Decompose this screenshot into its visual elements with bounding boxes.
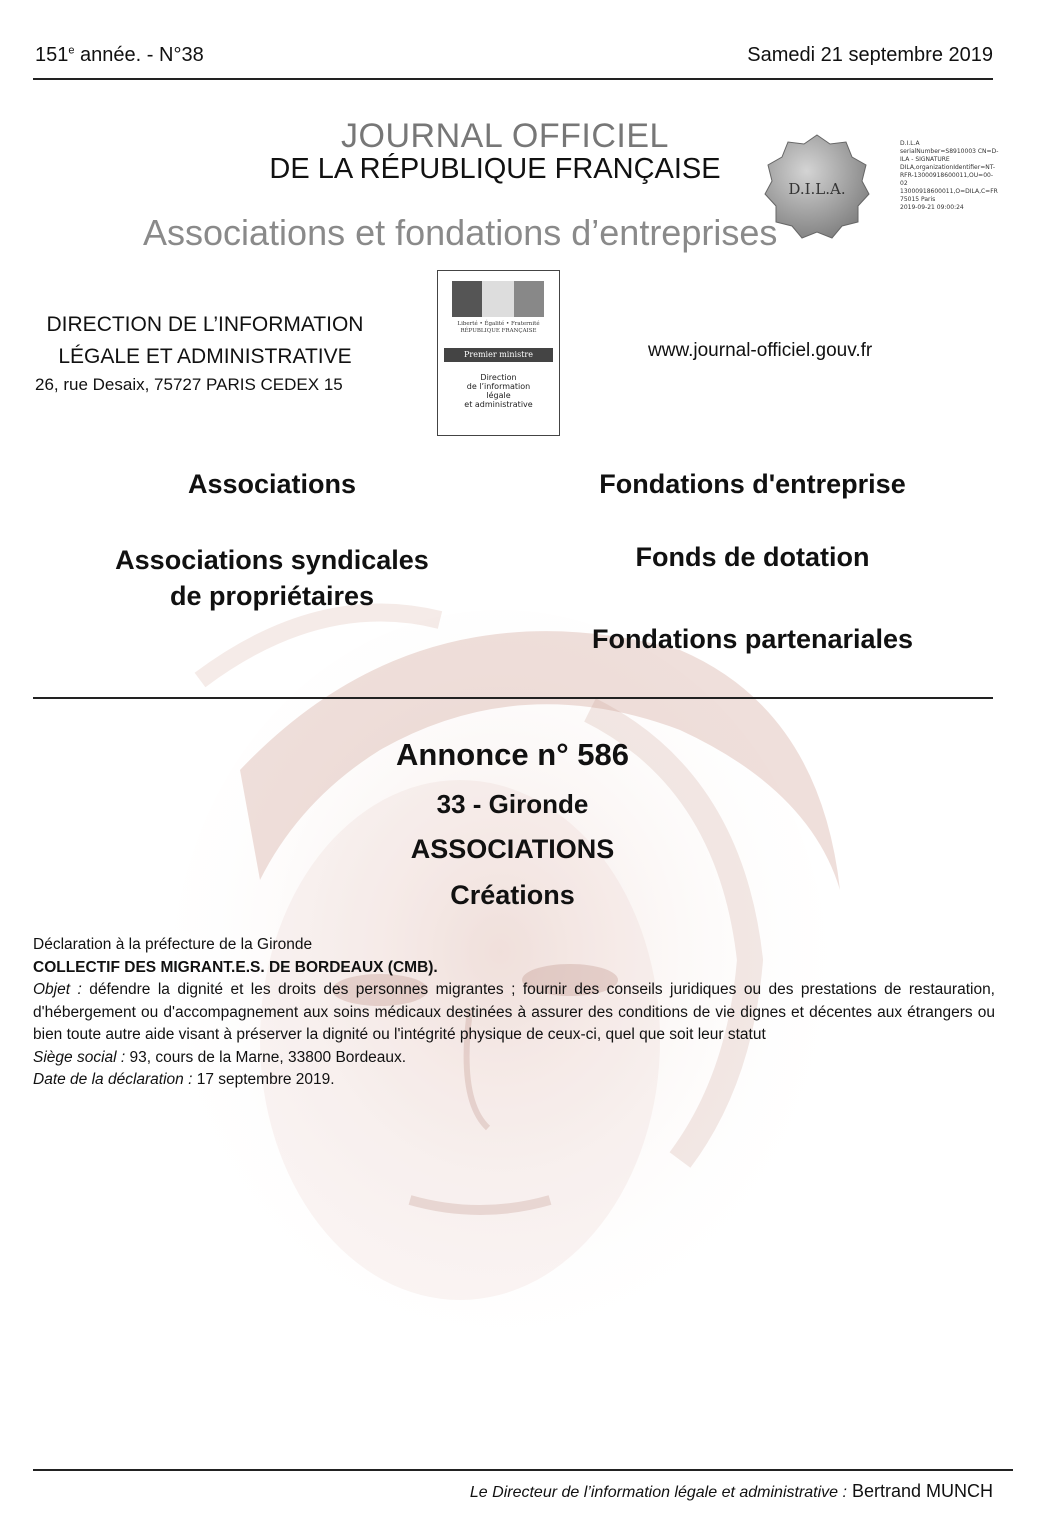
- category-associations-syndicales: Associations syndicales de propriétaires: [115, 545, 429, 611]
- footer-divider: [33, 1469, 1013, 1471]
- announcement-department: 33 - Gironde: [436, 789, 589, 819]
- objet-paragraph: Objet : défendre la dignité et les droits des personnes migrantes ; fournir des conseils juridiques ou des prestations de restauration, d'hébergement ou d'accompagnement aux soins médicaux destinées à assurer des conditions de vie dignes et décentes aux étrangers ou bien toute autre aide visant à préserver la dignité ou l'intégrité physique de ceux-ci, quel que soit leur statut: [33, 981, 995, 1043]
- announcement-body: [33, 934, 995, 1092]
- section-divider: [33, 697, 993, 699]
- website-url: www.journal-officiel.gouv.fr: [648, 340, 873, 361]
- journal-subtitle: DE LA RÉPUBLIQUE FRANÇAISE: [269, 153, 721, 185]
- journal-section-title: Associations et fondations d’entreprises: [143, 212, 778, 253]
- category-fondations-partenariales: Fondations partenariales: [591, 624, 914, 654]
- category-associations: Associations: [187, 469, 357, 499]
- announcement-number: Annonce n° 586: [396, 737, 629, 772]
- announcement-type: ASSOCIATIONS: [410, 834, 615, 864]
- dila-seal-icon: [762, 132, 872, 242]
- logo-direction-text: Direction de l’information légale et administrative: [464, 373, 533, 409]
- svg-text:D.I.L.A.: D.I.L.A.: [788, 180, 846, 198]
- footer-director: Le Directeur de l’information légale et administrative : Bertrand MUNCH: [469, 1481, 993, 1501]
- siege-line: Siège social : 93, cours de la Marne, 33800 Bordeaux.: [33, 1048, 407, 1066]
- publisher-name: DIRECTION DE L’INFORMATION LÉGALE ET ADMINISTRATIVE: [46, 313, 364, 368]
- electronic-signature: D.I.L.A serialNumber=S8910003 CN=D- ILA - SIGNATURE DILA,organizationIdentifier=NT- RFR-13000918600011,OU=00- 02 13000918600011,O=DILA,C=FR 75015 Paris 2019-09-21 09:00:24: [900, 140, 999, 211]
- issue-number: 151e année. - N°38: [35, 44, 204, 66]
- journal-title: JOURNAL OFFICIEL: [341, 117, 669, 155]
- association-name: COLLECTIF DES MIGRANT.E.S. DE BORDEAUX (CMB).: [33, 958, 438, 976]
- announcement-subtype: Créations: [450, 880, 575, 910]
- declaration-line: Déclaration à la préfecture de la Gironde: [33, 936, 313, 953]
- declaration-date-line: Date de la déclaration : 17 septembre 2019.: [33, 1071, 335, 1088]
- logo-motto: Liberté • Égalité • Fraternité RÉPUBLIQUE FRANÇAISE: [457, 321, 540, 334]
- marianne-logo-icon: [452, 281, 544, 317]
- government-logo: [437, 270, 560, 436]
- issue-date: Samedi 21 septembre 2019: [747, 44, 993, 66]
- logo-band: Premier ministre: [444, 348, 553, 362]
- category-fondations-entreprise: Fondations d'entreprise: [599, 469, 906, 499]
- category-fonds-dotation: Fonds de dotation: [635, 542, 870, 572]
- header-divider: [33, 78, 993, 80]
- publisher-address: 26, rue Desaix, 75727 PARIS CEDEX 15: [35, 375, 343, 394]
